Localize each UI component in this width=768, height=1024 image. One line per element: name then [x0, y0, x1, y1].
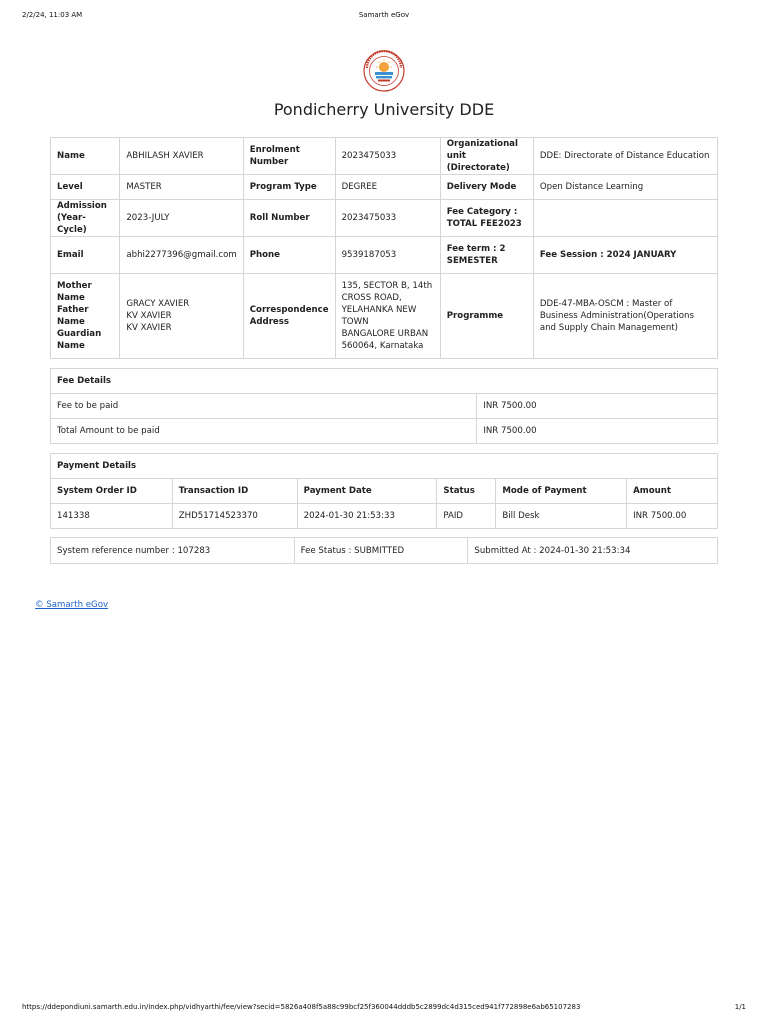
- enrolment-label: Enrolment Number: [243, 138, 335, 175]
- fee-label: Total Amount to be paid: [51, 419, 477, 444]
- table-row: [51, 237, 718, 274]
- column-header: Status: [437, 479, 496, 504]
- page-title: Pondicherry University DDE: [273, 100, 495, 119]
- level-label: Level: [51, 175, 120, 200]
- table-row: [51, 200, 718, 237]
- parents-labels: [51, 274, 120, 359]
- address-line: TOWN: [341, 317, 369, 327]
- guardian-name-value: KV XAVIER: [126, 323, 172, 333]
- transaction-id-cell: ZHD51714523370: [172, 504, 297, 529]
- delivery-mode-value: Open Distance Learning: [533, 175, 717, 200]
- print-url: https://ddepondiuni.samarth.edu.in/index.php/vidhyarthi/fee/view?secid=5826a408f5a88c99bcf25f360044dddb5c2899dc4d315ced941f772898e6ab65107283: [22, 1003, 581, 1011]
- level-value: MASTER: [120, 175, 243, 200]
- enrolment-value: 2023475033: [335, 138, 440, 175]
- roll-number-label: Roll Number: [243, 200, 335, 237]
- table-header-row: [51, 479, 718, 504]
- father-name-label: Father Name: [57, 305, 89, 327]
- submitted-at: Submitted At : 2024-01-30 21:53:34: [468, 538, 718, 564]
- mother-name-label: Mother Name: [57, 281, 92, 303]
- parents-values: [120, 274, 243, 359]
- table-row: [51, 274, 718, 359]
- print-header: [22, 11, 746, 23]
- programme-label: Programme: [440, 274, 533, 359]
- system-reference: System reference number : 107283: [51, 538, 295, 564]
- email-label: Email: [51, 237, 120, 274]
- print-title: Samarth eGov: [358, 11, 410, 19]
- fee-term-label: Fee term : 2 SEMESTER: [440, 237, 533, 274]
- program-type-value: DEGREE: [335, 175, 440, 200]
- amount-cell: INR 7500.00: [627, 504, 718, 529]
- column-header: System Order ID: [51, 479, 173, 504]
- table-row: [51, 369, 718, 394]
- father-name-value: KV XAVIER: [126, 311, 172, 321]
- payment-details-header: Payment Details: [51, 454, 718, 479]
- page-number: 1/1: [734, 1003, 746, 1011]
- org-value: DDE: Directorate of Distance Education: [533, 138, 717, 175]
- fee-details-header: Fee Details: [51, 369, 718, 394]
- fee-value: INR 7500.00: [477, 394, 718, 419]
- address-line: 560064, Karnataka: [341, 341, 424, 351]
- name-value: ABHILASH XAVIER: [120, 138, 243, 175]
- delivery-mode-label: Delivery Mode: [440, 175, 533, 200]
- payment-mode-cell: Bill Desk: [496, 504, 627, 529]
- fee-session-label: Fee Session : 2024 JANUARY: [533, 237, 717, 274]
- email-value: abhi2277396@gmail.com: [120, 237, 243, 274]
- table-row: [51, 394, 718, 419]
- table-row: [51, 138, 718, 175]
- admission-label: Admission (Year-Cycle): [51, 200, 120, 237]
- table-row: [51, 419, 718, 444]
- order-id-cell: 141338: [51, 504, 173, 529]
- table-row: [51, 175, 718, 200]
- fee-label: Fee to be paid: [51, 394, 477, 419]
- address-label: Correspondence Address: [243, 274, 335, 359]
- student-info-table: [50, 137, 718, 359]
- column-header: Amount: [627, 479, 718, 504]
- table-row: [51, 454, 718, 479]
- org-label: Organizational unit (Directorate): [440, 138, 533, 175]
- program-type-label: Program Type: [243, 175, 335, 200]
- address-value: [335, 274, 440, 359]
- print-datetime: 2/2/24, 11:03 AM: [22, 11, 83, 19]
- address-line: YELAHANKA NEW: [341, 305, 417, 315]
- name-label: Name: [51, 138, 120, 175]
- column-header: Transaction ID: [172, 479, 297, 504]
- fee-category-value: [533, 200, 717, 237]
- payment-details-table: [50, 453, 718, 529]
- column-header: Payment Date: [297, 479, 437, 504]
- column-header: Mode of Payment: [496, 479, 627, 504]
- table-row: [51, 504, 718, 529]
- university-seal-icon: [361, 50, 407, 92]
- phone-value: 9539187053: [335, 237, 440, 274]
- fee-details-table: [50, 368, 718, 444]
- guardian-name-label: Guardian Name: [57, 329, 102, 351]
- samarth-egov-link[interactable]: © Samarth eGov: [35, 600, 109, 610]
- payment-date-cell: 2024-01-30 21:53:33: [297, 504, 437, 529]
- table-row: [51, 538, 718, 564]
- address-line: BANGALORE URBAN: [341, 329, 429, 339]
- address-line: CROSS ROAD,: [341, 293, 402, 303]
- fee-status: Fee Status : SUBMITTED: [294, 538, 468, 564]
- status-cell: PAID: [437, 504, 496, 529]
- admission-value: 2023-JULY: [120, 200, 243, 237]
- phone-label: Phone: [243, 237, 335, 274]
- programme-value: DDE-47-MBA-OSCM : Master of Business Administration(Operations and Supply Chain Management): [533, 274, 717, 359]
- fee-value: INR 7500.00: [477, 419, 718, 444]
- roll-number-value: 2023475033: [335, 200, 440, 237]
- reference-table: [50, 537, 718, 564]
- fee-category-label: Fee Category : TOTAL FEE2023: [440, 200, 533, 237]
- mother-name-value: GRACY XAVIER: [126, 299, 190, 309]
- address-line: 135, SECTOR B, 14th: [341, 281, 433, 291]
